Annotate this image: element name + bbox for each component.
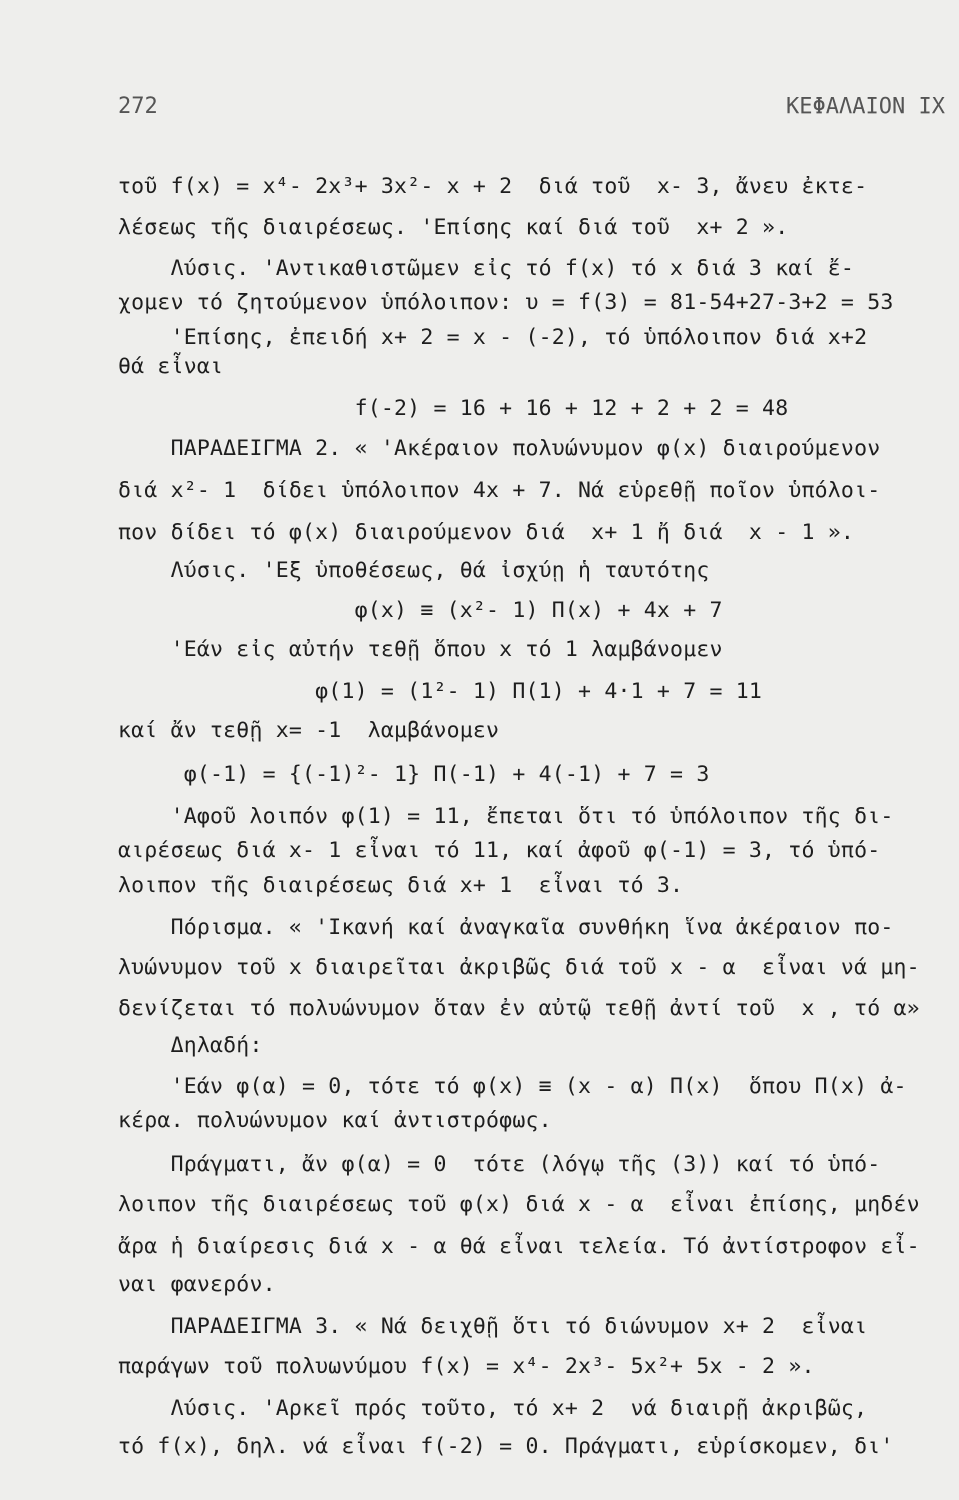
text-line: πον δίδει τό φ(x) διαιρούμενον διά x+ 1 ἤ διά x - 1 ». [118, 520, 855, 545]
chapter-heading: ΚΕΦΑΛΑΙΟΝ ΙΧ [786, 94, 945, 119]
text-line: Λύσις. 'Αρκεῖ πρός τοῦτο, τό x+ 2 νά διαιρῇ ἀκριβῶς, [118, 1396, 868, 1421]
text-line: αιρέσεως διά x- 1 εἶναι τό 11, καί ἀφοῦ φ(-1) = 3, τό ὑπό- [118, 838, 881, 863]
text-line: διά x²- 1 δίδει ὑπόλοιπον 4x + 7. Νά εὑρεθῇ ποῖον ὑπόλοι- [118, 478, 881, 503]
text-line: λοιπον τῆς διαιρέσεως τοῦ φ(x) διά x - α εἶναι ἐπίσης, μηδέν [118, 1192, 920, 1217]
text-line: Δηλαδή: [118, 1033, 263, 1058]
equation-line: φ(x) ≡ (x²- 1) Π(x) + 4x + 7 [118, 598, 723, 623]
example-heading-line: ΠΑΡΑΔΕΙΓΜΑ 3. « Νά δειχθῇ ὅτι τό διώνυμον x+ 2 εἶναι [118, 1314, 868, 1339]
text-line: Λύσις. 'Αντικαθιστῶμεν εἰς τό f(x) τό x διά 3 καί ἔ- [118, 256, 855, 281]
text-line: τοῦ f(x) = x⁴- 2x³+ 3x²- x + 2 διά τοῦ x- 3, ἄνευ ἐκτε- [118, 174, 868, 199]
text-line: ναι φανερόν. [118, 1272, 276, 1297]
text-line: λοιπον τῆς διαιρέσεως διά x+ 1 εἶναι τό 3. [118, 873, 684, 898]
text-line: 'Εάν φ(α) = 0, τότε τό φ(x) ≡ (x - α) Π(x) ὅπου Π(x) ἀ- [118, 1074, 907, 1099]
equation-line: φ(1) = (1²- 1) Π(1) + 4·1 + 7 = 11 [118, 679, 763, 704]
corollary-line: Πόρισμα. « 'Ικανή καί ἀναγκαῖα συνθήκη ἵνα ἀκέραιον πο- [118, 915, 894, 940]
text-line: λέσεως τῆς διαιρέσεως. 'Επίσης καί διά τοῦ x+ 2 ». [118, 215, 789, 240]
example-heading-line: ΠΑΡΑΔΕΙΓΜΑ 2. « 'Ακέραιον πολυώνυμον φ(x) διαιρούμενον [118, 436, 881, 461]
page-number: 272 [118, 94, 158, 119]
text-line: Πράγματι, ἄν φ(α) = 0 τότε (λόγῳ τῆς (3)) καί τό ὑπό- [118, 1152, 881, 1177]
text-line: Λύσις. 'Εξ ὑποθέσεως, θά ἰσχύῃ ἡ ταυτότης [118, 558, 710, 583]
text-line: χομεν τό ζητούμενον ὑπόλοιπον: υ = f(3) = 81-54+27-3+2 = 53 [118, 290, 894, 315]
text-line: 'Αφοῦ λοιπόν φ(1) = 11, ἔπεται ὅτι τό ὑπόλοιπον τῆς δι- [118, 804, 894, 829]
text-line: τό f(x), δηλ. νά εἶναι f(-2) = 0. Πράγματι, εὑρίσκομεν, δι' [118, 1434, 894, 1459]
text-line: ἄρα ἡ διαίρεσις διά x - α θά εἶναι τελεία. Τό ἀντίστροφον εἶ- [118, 1234, 920, 1259]
text-line: θά εἶναι [118, 354, 224, 379]
text-line: καί ἄν τεθῇ x= -1 λαμβάνομεν [118, 718, 500, 743]
text-line: δενίζεται τό πολυώνυμον ὅταν ἐν αὐτῷ τεθῇ ἀντί τοῦ x , τό α» [118, 996, 920, 1021]
text-line: λυώνυμον τοῦ x διαιρεῖται ἀκριβῶς διά τοῦ x - α εἶναι νά μη- [118, 955, 920, 980]
text-line: 'Εάν εἰς αὐτήν τεθῇ ὅπου x τό 1 λαμβάνομεν [118, 637, 723, 662]
equation-line: f(-2) = 16 + 16 + 12 + 2 + 2 = 48 [118, 396, 789, 421]
text-line: 'Επίσης, ἐπειδή x+ 2 = x - (-2), τό ὑπόλοιπον διά x+2 [118, 325, 868, 350]
equation-line: φ(-1) = {(-1)²- 1} Π(-1) + 4(-1) + 7 = 3 [118, 762, 710, 787]
text-line: παράγων τοῦ πολυωνύμου f(x) = x⁴- 2x³- 5x²+ 5x - 2 ». [118, 1354, 815, 1379]
text-line: κέρα. πολυώνυμον καί ἀντιστρόφως. [118, 1108, 552, 1133]
